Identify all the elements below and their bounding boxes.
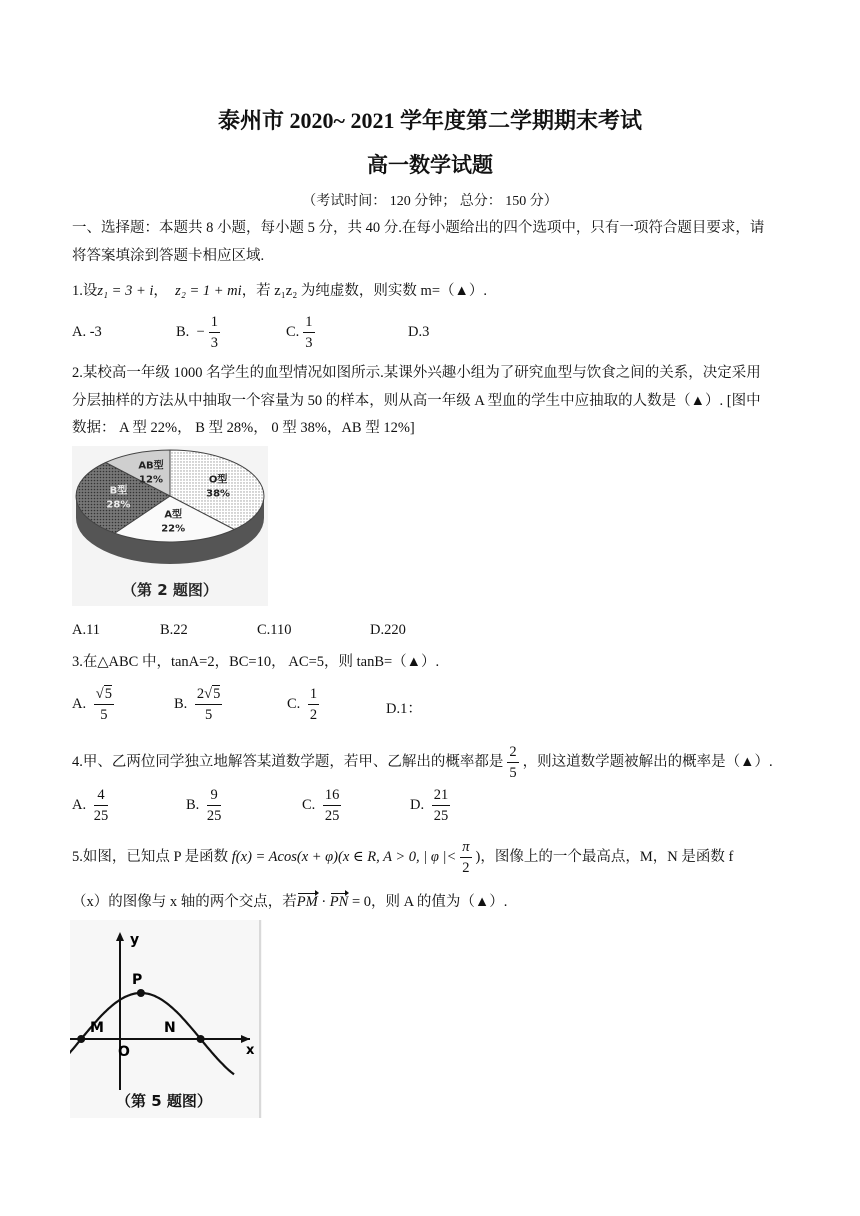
q4-option-a[interactable]: A. $\frac{4}{25}$ (72, 787, 109, 824)
q5-point-n (197, 1035, 205, 1043)
q2-option-b[interactable]: B.22 (160, 622, 188, 638)
q5-label-x: x (246, 1043, 255, 1058)
q2-pie-label-b-percent: 28% (106, 499, 131, 511)
q5-function-graph-figure (70, 920, 262, 1118)
q1-z2: z₂ = 1 + mi (175, 283, 242, 299)
exam-title: 泰州市 2020~ 2021 学年度第二学期期末考试 (218, 108, 642, 133)
q2-figure-caption: （第 2 题图） (122, 581, 218, 599)
question-2-line1: 2.某校高一年级 1000 名学生的血型情况如图所示.某课外兴趣小组为了研究血型与饮食之间的关系，决定采用 (72, 365, 761, 381)
q4-stem-fraction: $\frac{2}{5}$ (509, 744, 517, 781)
q2-pie-label-o-name: O型 (208, 474, 228, 486)
question-2-line2: 分层抽样的方法从中抽取一个容量为 50 的样本，则从高一年级 A 型血的学生中应抽取的人数是（▲）. [图中 (72, 393, 761, 409)
question-5-line1: 5.如图，已知点 P 是函数 f(x) = Acos(x + φ)(x ∈ R, A > 0, | φ |< $\frac{\pi}{2}$ )，图像上的一个最高点，M，N 是函数 f (72, 839, 734, 876)
q3-option-b[interactable]: B. $\frac{2√5}{5}$ (174, 686, 221, 723)
section-intro-line1: 一、选择题：本题共 8 小题，每小题 5 分，共 40 分.在每小题给出的四个选项中，只有一项符合题目要求，请 (72, 220, 765, 236)
q1-option-d[interactable]: D.3 (408, 324, 430, 340)
q5-vector-pm: PM (296, 894, 318, 910)
q4-option-b[interactable]: B. $\frac{9}{25}$ (186, 787, 222, 824)
q5-function-graph (70, 920, 262, 1118)
q5-label-p: P (132, 972, 143, 988)
q2-pie-chart-figure (72, 446, 268, 606)
section-intro-line2: 将答案填涂到答题卡相应区域. (72, 248, 265, 264)
q4-option-d[interactable]: D. $\frac{21}{25}$ (410, 787, 449, 824)
q2-option-d[interactable]: D.220 (370, 622, 406, 638)
q5-pi-fraction: $\frac{\pi}{2}$ (462, 839, 470, 876)
q1-z1: z₁ = 3 + i (97, 283, 154, 299)
q5-label-y: y (130, 932, 140, 948)
question-2-line3: 数据： A 型 22%， B 型 28%， 0 型 38%，AB 型 12%] (72, 420, 415, 436)
q3-option-a-fraction: $\frac{√5}{5}$ (95, 686, 112, 723)
q5-label-m: M (90, 1020, 104, 1036)
question-3-stem: 3.在△ABC 中，tanA=2，BC=10， AC=5，则 tanB=（▲）. (72, 654, 440, 670)
q2-pie-label-b-name: B型 (109, 485, 128, 497)
q1-option-b[interactable]: B. − $\frac{1}{3}$ (176, 314, 218, 351)
q4-option-b-fraction: $\frac{9}{25}$ (206, 787, 222, 824)
q1-option-a[interactable]: A. -3 (72, 324, 102, 340)
q4-option-c-fraction: $\frac{16}{25}$ (324, 787, 340, 824)
question-5-line2: （x）的图像与 x 轴的两个交点，若PM · PN = 0，则 A 的值为（▲）. (72, 894, 508, 910)
question-1-stem: 1.设z₁ = 3 + i， z₂ = 1 + mi，若 z₁z₂ 为纯虚数，则实数 m=（▲）. (72, 283, 487, 299)
q5-figure-caption: （第 5 题图） (116, 1092, 212, 1110)
q2-pie-chart (72, 446, 268, 606)
q3-option-d[interactable]: D.1： (386, 701, 422, 717)
q2-pie-label-a-name: A型 (164, 509, 183, 521)
exam-subtitle: 高一数学试题 (367, 153, 493, 177)
q2-option-a[interactable]: A.11 (72, 622, 101, 638)
question-4-stem: 4.甲、乙两位同学独立地解答某道数学题，若甲、乙解出的概率都是 $\frac{2}{5}$ ，则这道数学题被解出的概率是（▲）. (72, 744, 773, 781)
q5-point-p (137, 989, 145, 997)
q1-option-b-fraction: $\frac{1}{3}$ (210, 314, 218, 351)
q5-point-m (77, 1035, 85, 1043)
q2-pie-label-o-percent: 38% (206, 488, 231, 500)
q3-option-a[interactable]: A. $\frac{√5}{5}$ (72, 686, 112, 723)
q1-option-c-fraction: $\frac{1}{3}$ (305, 314, 313, 351)
q2-pie-label-a-percent: 22% (161, 523, 186, 535)
q5-vector-pn: PN (329, 894, 349, 910)
q5-formula: f(x) = Acos(x + φ)(x ∈ R, A > 0, | φ |< (231, 848, 457, 865)
q5-label-n: N (164, 1020, 176, 1036)
q4-option-d-fraction: $\frac{21}{25}$ (433, 787, 449, 824)
q5-label-o: O (118, 1044, 130, 1060)
q3-option-b-fraction: $\frac{2√5}{5}$ (196, 686, 221, 723)
q1-option-c[interactable]: C. $\frac{1}{3}$ (286, 314, 313, 351)
q3-option-c[interactable]: C. $\frac{1}{2}$ (287, 686, 318, 723)
exam-meta: （考试时间： 120 分钟； 总分： 150 分） (302, 194, 558, 209)
q4-option-c[interactable]: C. $\frac{16}{25}$ (302, 787, 340, 824)
q4-option-a-fraction: $\frac{4}{25}$ (93, 787, 109, 824)
q3-option-c-fraction: $\frac{1}{2}$ (309, 686, 318, 723)
q2-pie-label-ab-name: AB型 (138, 460, 164, 472)
q2-pie-label-ab-percent: 12% (139, 474, 163, 486)
q2-option-c[interactable]: C.110 (257, 622, 292, 638)
